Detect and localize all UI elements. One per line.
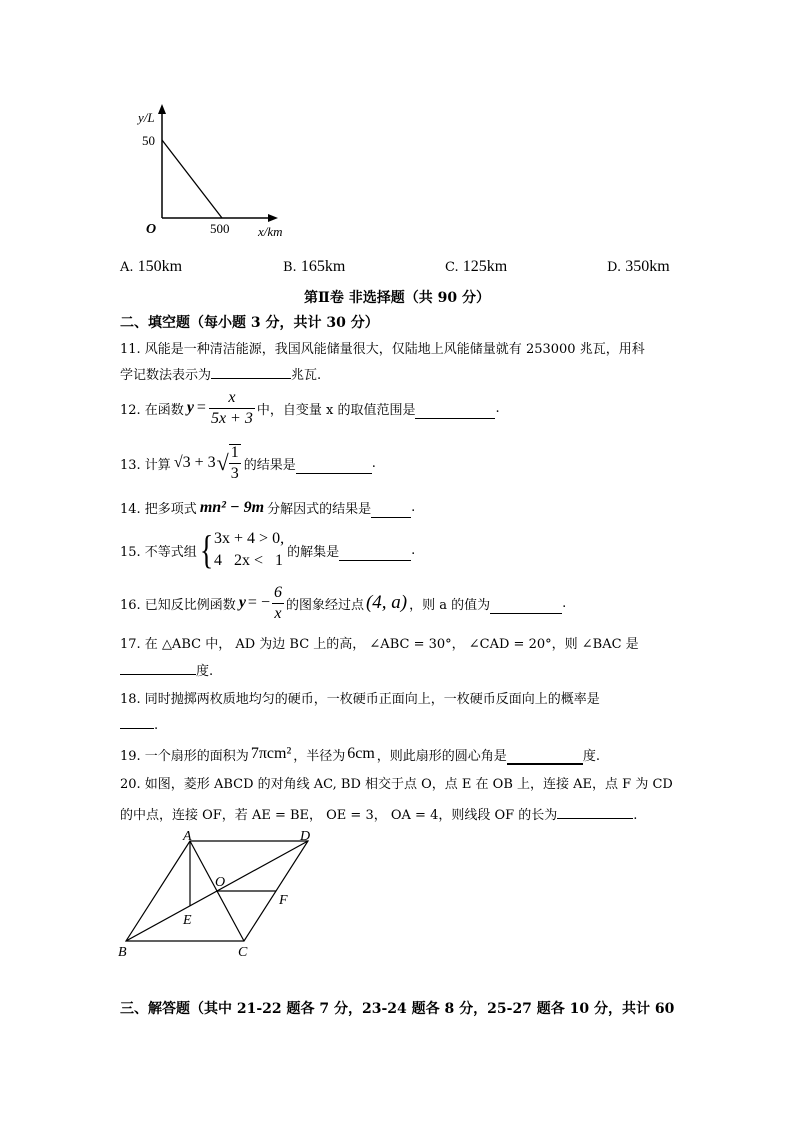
option-d-value: 350km <box>625 258 670 275</box>
q19 <box>120 743 600 765</box>
line-graph <box>130 100 300 245</box>
q15 <box>120 526 415 574</box>
q12-numerator: x <box>209 390 255 409</box>
q14-post: 分解因式的结果是 <box>267 502 372 517</box>
q19-answer-blank[interactable] <box>507 749 583 765</box>
y-tick-50: 50 <box>142 133 155 148</box>
q17-line2-text: 度. <box>196 664 214 679</box>
q19-pre: 19. 一个扇形的面积为 <box>120 748 249 764</box>
q12-end: . <box>495 400 500 416</box>
q13-denominator: 3 <box>230 465 239 482</box>
q16 <box>120 582 566 624</box>
q14-end: . <box>411 500 416 515</box>
option-c[interactable] <box>445 258 507 276</box>
q19-area: 7πcm² <box>250 745 292 762</box>
q18-answer-blank[interactable] <box>120 714 154 729</box>
q11-line2-text: 学记数法表示为 <box>120 368 212 383</box>
q11-line2-end: 兆瓦. <box>291 368 322 383</box>
q11-line1: 11. 风能是一种清洁能源，我国风能储量很大，仅陆地上风能储量就有 253000 兆瓦，用科 <box>120 342 645 357</box>
q14-answer-blank[interactable] <box>371 503 411 518</box>
q20-line2-end: . <box>633 808 638 823</box>
q20-answer-blank[interactable] <box>557 804 633 819</box>
option-a-value: 150km <box>137 258 183 275</box>
q16-fraction <box>272 585 284 622</box>
q17-line1: 17. 在 △ABC 中， AD 为边 BC 上的高， ∠ABC = 30°， ∠CAD = 20°，则 ∠BAC 是 <box>120 637 639 652</box>
q18-line1: 18. 同时抛掷两枚质地均匀的硬币，一枚硬币正面向上，一枚硬币反面向上的概率是 <box>120 692 600 707</box>
y-axis-arrow <box>158 104 166 114</box>
label-o: O <box>215 875 226 890</box>
option-d-letter: D. <box>607 260 622 275</box>
label-b: B <box>118 945 127 960</box>
q16-denominator: x <box>274 604 282 622</box>
q19-mid: ，半径为 <box>293 748 346 764</box>
q13-answer-blank[interactable] <box>296 459 372 474</box>
q12 <box>120 388 500 428</box>
q14-pre: 14. 把多项式 <box>120 502 197 517</box>
q16-y: y <box>238 594 246 611</box>
label-e: E <box>183 913 192 928</box>
q11-answer-blank[interactable] <box>211 364 291 379</box>
option-a-letter: A. <box>120 260 134 275</box>
q12-denominator: 5x + 3 <box>210 409 253 427</box>
q15-brace-icon: { <box>199 527 214 572</box>
q15-answer-blank[interactable] <box>339 546 411 561</box>
q19-radius: 6cm <box>347 745 375 762</box>
label-d: D <box>300 830 311 844</box>
q15-pre: 15. 不等式组 <box>120 544 197 560</box>
q13-pre: 13. 计算 <box>120 457 171 473</box>
rhombus-figure <box>112 830 332 962</box>
option-c-letter: C. <box>445 260 459 275</box>
q12-answer-blank[interactable] <box>415 404 495 419</box>
q16-end: . <box>562 595 567 611</box>
option-b-letter: B. <box>283 260 297 275</box>
q13 <box>120 442 376 484</box>
q12-post: 中，自变量 x 的取值范围是 <box>256 402 416 418</box>
q12-pre: 12. 在函数 <box>120 402 184 418</box>
q16-mid: 的图象经过点 <box>285 597 364 613</box>
q16-pre: 16. 已知反比例函数 <box>120 597 236 613</box>
q20-line1: 20. 如图，菱形 ABCD 的对角线 AC, BD 相交于点 O，点 E 在 OB 上，连接 AE，点 F 为 CD <box>120 777 673 792</box>
graph-line <box>162 140 222 218</box>
q13-fraction <box>229 444 241 482</box>
q17-answer-blank[interactable] <box>120 660 196 675</box>
q18-line2-text: . <box>154 718 159 733</box>
q15-system <box>214 528 284 572</box>
x-axis-arrow <box>268 214 278 222</box>
q15-ineq1: 3x + 4 > 0, <box>214 530 285 547</box>
q16-numerator: 6 <box>272 585 284 604</box>
q19-end: 度. <box>582 748 600 764</box>
q13-expr: √3 + 3 <box>173 454 216 471</box>
q14-expr: mn² − 9m <box>199 498 265 516</box>
q17-line2 <box>120 660 213 679</box>
y-axis-label: y/L <box>138 110 155 125</box>
q12-eq: = <box>196 399 206 416</box>
q13-end: . <box>371 455 376 471</box>
q13-numerator: 1 <box>229 445 241 464</box>
option-b-value: 165km <box>300 258 346 275</box>
q13-post: 的结果是 <box>243 457 296 473</box>
option-b[interactable] <box>283 258 345 276</box>
q15-ineq2: 4 2x < 1 <box>214 552 284 569</box>
part2-title: 第Ⅱ卷 非选择题（共 90 分） <box>304 290 490 306</box>
q15-post: 的解集是 <box>287 544 340 560</box>
origin-label: O <box>146 222 157 237</box>
label-c: C <box>238 945 248 960</box>
q20-line2-text: 的中点，连接 OF，若 AE = BE， OE = 3， OA = 4，则线段 OF 的长为 <box>120 808 558 823</box>
label-f: F <box>279 893 288 908</box>
q15-end: . <box>411 542 416 558</box>
x-tick-500: 500 <box>210 221 230 236</box>
q20-line2 <box>120 804 637 823</box>
q16-answer-blank[interactable] <box>490 599 562 614</box>
q18-line2 <box>120 714 158 733</box>
option-c-value: 125km <box>462 258 508 275</box>
section2-header: 二、填空题（每小题 3 分，共计 30 分） <box>120 315 379 331</box>
x-axis-label: x/km <box>258 224 283 239</box>
q16-point: (4, a) <box>365 592 408 613</box>
option-d[interactable] <box>607 258 670 276</box>
q12-fraction <box>209 390 255 427</box>
section3-header: 三、解答题（其中 21-22 题各 7 分，23-24 题各 8 分，25-27 题各 10 分，共计 60 <box>120 1001 675 1017</box>
q12-y: y <box>186 399 194 416</box>
label-a: A <box>183 830 192 844</box>
q14 <box>120 497 415 518</box>
q11-line2 <box>120 364 321 383</box>
q13-radical-icon: √ <box>216 450 229 475</box>
q16-post: ，则 a 的值为 <box>409 597 491 613</box>
q19-post: ，则此扇形的圆心角是 <box>376 748 507 764</box>
option-a[interactable] <box>120 258 182 276</box>
q16-eq: = − <box>247 594 270 611</box>
